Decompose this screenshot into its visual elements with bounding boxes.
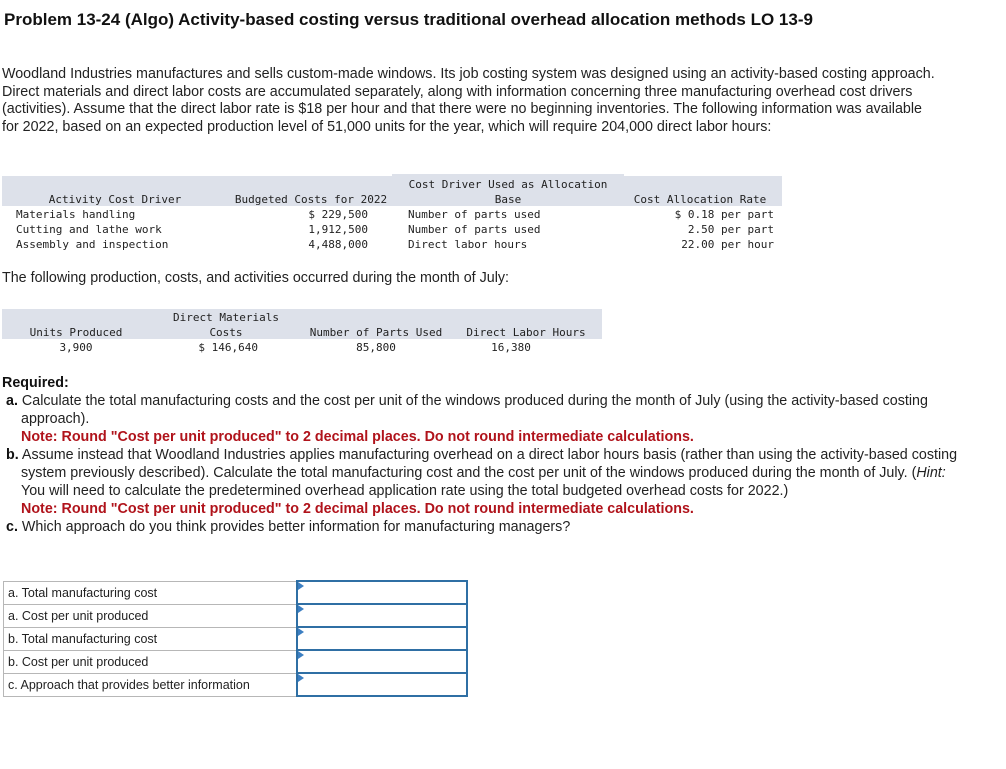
answer-cell-a-total <box>297 581 467 604</box>
activity-row-1-budget: $ 229,500 <box>308 208 368 221</box>
answer-label-c-approach: c. Approach that provides better information <box>4 673 298 696</box>
required-c-label: c. <box>6 519 18 535</box>
input-marker-icon <box>298 582 304 590</box>
input-marker-icon <box>298 605 304 613</box>
july-intro-sentence: The following production, costs, and activities occurred during the month of July: <box>2 270 510 286</box>
required-b-label: b. <box>6 447 19 463</box>
answer-row <box>4 650 468 673</box>
problem-title: Problem 13-24 (Algo) Activity-based costing versus traditional overhead allocation methods LO 13-9 <box>4 10 813 29</box>
answer-label-a-per-unit: a. Cost per unit produced <box>4 604 298 627</box>
answer-input-a-per-unit[interactable] <box>298 606 466 625</box>
header-number-of-parts-used: Number of Parts Used <box>309 326 443 339</box>
required-c-text: Which approach do you think provides better information for manufacturing managers? <box>21 519 571 535</box>
activity-row-2-activity: Cutting and lathe work <box>16 223 162 236</box>
activity-row-2-rate: 2.50 per part <box>687 223 774 236</box>
activity-row-1-rate: $ 0.18 per part <box>674 208 774 221</box>
header-cost-driver-base-line1: Cost Driver Used as Allocation <box>408 178 608 191</box>
problem-intro: Woodland Industries manufactures and sells custom-made windows. Its job costing system was designed using an activity-based costing approach. Direct materials and direct labor costs are accumulated separately, along with information concerning three manufacturing overhead cost drivers (activities). Assume that the direct labor rate is $18 per hour and that there were no beginning inventories. The following information was available for 2022, based on an expected production level of 51,000 units for the year, which will require 204,000 direct labor hours: <box>2 66 935 135</box>
activity-row-3-activity: Assembly and inspection <box>16 238 169 251</box>
required-a-label: a. <box>6 393 18 409</box>
answer-table <box>3 580 468 697</box>
answer-label-a-total: a. Total manufacturing cost <box>4 581 298 604</box>
required-a-note: Note: Round "Cost per unit produced" to 2 decimal places. Do not round intermediate calculations. <box>21 429 694 445</box>
activity-row-3-budget: 4,488,000 <box>308 238 368 251</box>
answer-cell-b-total <box>297 627 467 650</box>
header-direct-materials-line2: Costs <box>209 326 243 339</box>
activity-row-2-budget: 1,912,500 <box>308 223 368 236</box>
answer-input-b-per-unit[interactable] <box>298 652 466 671</box>
activity-row-2-base: Number of parts used <box>408 223 541 236</box>
required-b-note: Note: Round "Cost per unit produced" to 2 decimal places. Do not round intermediate calculations. <box>21 501 694 517</box>
required-a <box>2 392 962 428</box>
header-cost-driver-base-line2: Base <box>494 193 522 206</box>
required-b-text-1: Assume instead that Woodland Industries applies manufacturing overhead on a direct labor hours basis (rather than using the activity-based costing system previously described). Calculate the total manufacturing cost and the cost per unit of the windows produced during the month of July. ( <box>21 447 958 481</box>
july-direct-labor-hours: 16,380 <box>491 341 531 354</box>
required-c <box>2 518 962 536</box>
july-parts-used: 85,800 <box>356 341 396 354</box>
july-direct-materials: $ 146,640 <box>198 341 258 354</box>
answer-cell-c-approach <box>297 673 467 696</box>
answer-input-b-total[interactable] <box>298 629 466 648</box>
required-b-hint: Hint: <box>916 465 946 481</box>
required-section <box>2 374 962 536</box>
required-a-text: Calculate the total manufacturing costs and the cost per unit of the windows produced during the month of July (using the activity-based costing approach). <box>21 393 928 427</box>
header-direct-labor-hours: Direct Labor Hours <box>466 326 586 339</box>
answer-label-b-total: b. Total manufacturing cost <box>4 627 298 650</box>
activity-row-1-base: Number of parts used <box>408 208 541 221</box>
answer-row <box>4 627 468 650</box>
required-b <box>2 446 962 500</box>
input-marker-icon <box>298 651 304 659</box>
header-activity-cost-driver: Activity Cost Driver <box>48 193 182 206</box>
answer-cell-b-per-unit <box>297 650 467 673</box>
answer-row <box>4 604 468 627</box>
header-direct-materials-line1: Direct Materials <box>173 311 279 324</box>
activity-row-1-activity: Materials handling <box>16 208 136 221</box>
header-budgeted-costs: Budgeted Costs for 2022 <box>234 193 388 206</box>
header-units-produced: Units Produced <box>29 326 123 339</box>
answer-cell-a-per-unit <box>297 604 467 627</box>
input-marker-icon <box>298 674 304 682</box>
required-b-text-2: You will need to calculate the predetermined overhead application rate using the total budgeted overhead costs for 2022.) <box>21 483 789 499</box>
input-marker-icon <box>298 628 304 636</box>
activity-row-3-base: Direct labor hours <box>408 238 528 251</box>
answer-label-b-per-unit: b. Cost per unit produced <box>4 650 298 673</box>
answer-input-c-approach[interactable] <box>298 675 466 694</box>
answer-row <box>4 673 468 696</box>
required-heading: Required: <box>2 375 69 391</box>
answer-row <box>4 581 468 604</box>
header-cost-allocation-rate: Cost Allocation Rate <box>633 193 767 206</box>
answer-input-a-total[interactable] <box>298 583 466 602</box>
activity-row-3-rate: 22.00 per hour <box>681 238 774 251</box>
july-units-produced: 3,900 <box>59 341 93 354</box>
